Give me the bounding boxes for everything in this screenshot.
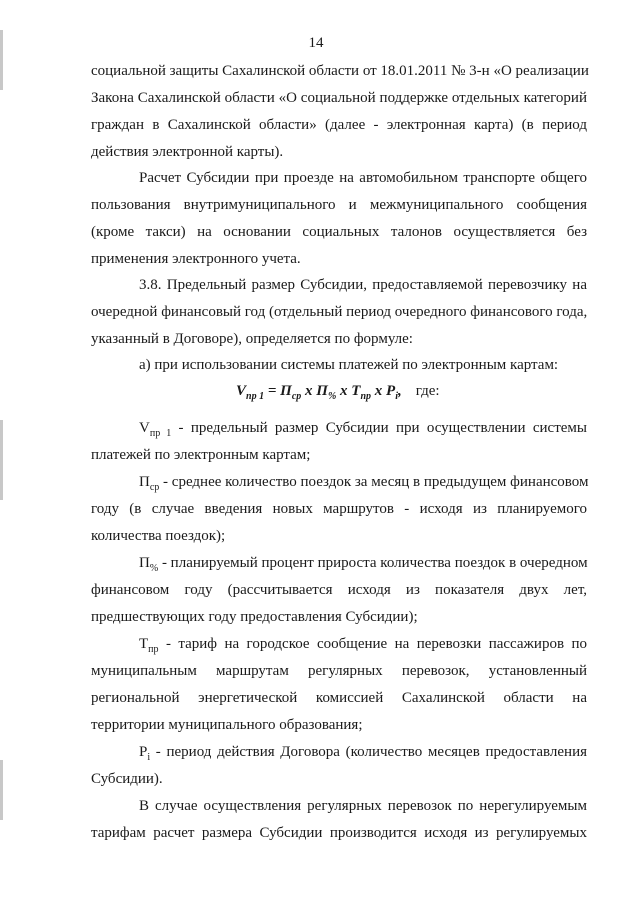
text-line: финансовом году (рассчитывается исходя из показателя двух лет, [91, 582, 587, 598]
definition-pp: $П_{\%}$ - планируемый процент прироста количества поездок в очередном [139, 555, 588, 574]
text-line: граждан в Сахалинской области» (далее - электронная карта) (в период [91, 117, 587, 133]
definition-v: $V_{пр 1}$ - предельный размер Субсидии при осуществлении системы [139, 420, 587, 439]
page-number: 14 [308, 35, 324, 51]
text-line: Закона Сахалинской области «О социальной поддержке отдельных категорий [91, 90, 587, 106]
text-line: тарифам расчет размера Субсидии производится исходя из регулируемых [91, 825, 587, 841]
text-line: социальной защиты Сахалинской области от 18.01.2011 № 3-н «О реализации [91, 63, 589, 79]
text-line: территории муниципального образования; [91, 717, 363, 733]
text-line: году (в случае введения новых маршрутов - исходя из планируемого [91, 501, 587, 517]
text-line: указанный в Договоре), определяется по формуле: [91, 331, 413, 347]
text-line: муниципальным маршрутам регулярных перевозок, установленный [91, 663, 587, 679]
text-line: количества поездок); [91, 528, 226, 544]
formula-where: где: [415, 383, 440, 399]
text-line: региональной энергетической комиссией Сахалинской области на [91, 690, 587, 706]
text-line: (кроме такси) на основании социальных талонов осуществляется без [91, 224, 587, 240]
text-line: применения электронного учета. [91, 251, 301, 267]
text-line: очередной финансовый год (отдельный период очередного финансового года, [91, 304, 588, 320]
text-line: пользования внутримуниципального и межмуниципального сообщения [91, 197, 587, 213]
text-line: действия электронной карты). [91, 144, 284, 160]
definition-r: $Р_i$ - период действия Договора (количество месяцев предоставления [139, 744, 587, 763]
margin-mark [0, 420, 3, 500]
text-line: В случае осуществления регулярных перевозок по нерегулируемым [139, 798, 587, 814]
definition-pcp: $П_{ср}$ - среднее количество поездок за месяц в предыдущем финансовом [139, 474, 589, 493]
definition-t: $Т_{пр}$ - тариф на городское сообщение на перевозки пассажиров по [139, 636, 587, 655]
text-line: 3.8. Предельный размер Субсидии, предоставляемой перевозчику на [139, 277, 587, 293]
text-line: предшествующих году предоставления Субсидии); [91, 609, 418, 625]
subsidy-formula: $V_{пр 1} = П_{ср}$ x $П_{\%}$ x $Т_{пр}$ x $Р_i$, где: [236, 383, 440, 402]
text-line: а) при использовании системы платежей по электронным картам: [139, 357, 559, 373]
text-line: платежей по электронным картам; [91, 447, 311, 463]
margin-mark [0, 760, 3, 820]
text-line: Субсидии). [91, 771, 163, 787]
text-line: Расчет Субсидии при проезде на автомобильном транспорте общего [139, 170, 587, 186]
